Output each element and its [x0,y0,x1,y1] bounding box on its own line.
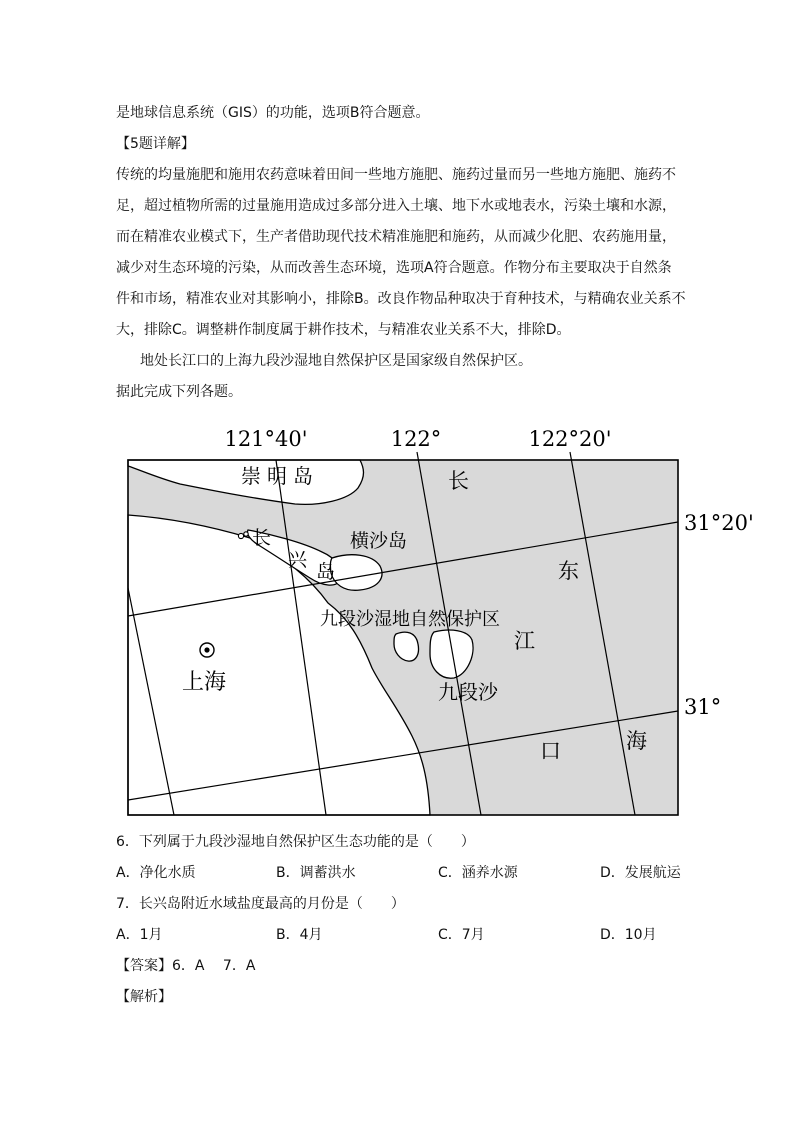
longitude-label: 122° [390,427,442,451]
small-islet [238,533,243,538]
paragraph-line: 足，超过植物所需的过量施用造成过多部分进入土壤、地下水或地表水，污染土壤和水源， [116,198,676,214]
longitude-label: 121°40' [224,427,308,451]
question-7-option-b: B．4月 [276,927,323,943]
chongming-label: 崇明岛 [241,464,319,488]
small-islet [244,532,248,536]
hengsha-island-land [330,555,382,591]
paragraph-line: 件和市场，精准农业对其影响小，排除B。改良作物品种取决于育种技术，与精确农业关系不 [116,291,686,307]
changxing-label: 长 [252,527,272,549]
paragraph-line: 据此完成下列各题。 [116,384,242,400]
analysis-heading: 【解析】 [116,989,172,1005]
reserve-label: 九段沙湿地自然保护区 [320,609,500,630]
paragraph-line: 传统的均量施肥和施用农药意味着田间一些地方施肥、施药过量而另一些地方施肥、施药不 [116,167,676,183]
question-6-option-b: B．调蓄洪水 [276,865,356,881]
hengsha-label: 横沙岛 [350,530,408,552]
question-6-option-a: A．净化水质 [116,865,196,881]
city-symbol-icon [204,647,209,652]
latitude-label: 31°20' [684,511,754,535]
river-label: 江 [514,629,535,653]
sea-label: 海 [626,729,647,753]
section-heading: 【5题详解】 [116,136,195,152]
question-6-option-c: C．涵养水源 [438,865,518,881]
river-label: 口 [540,739,561,763]
changxing-label: 岛 [316,561,336,583]
question-7-stem: 7．长兴岛附近水域盐度最高的月份是（ ） [116,896,405,912]
answer-line: 【答案】6．A 7．A [116,958,256,974]
latitude-label: 31° [684,695,722,719]
question-7-option-a: A．1月 [116,927,163,943]
shanghai-label: 上海 [182,670,227,695]
question-6-stem: 6．下列属于九段沙湿地自然保护区生态功能的是（ ） [116,834,475,850]
paragraph-line: 地处长江口的上海九段沙湿地自然保护区是国家级自然保护区。 [140,353,532,369]
question-7-option-d: D．10月 [600,927,657,943]
question-7-option-c: C．7月 [438,927,485,943]
river-label: 长 [448,469,469,493]
longitude-label: 122°20' [528,427,612,451]
map-figure [110,418,754,820]
changxing-label: 兴 [288,549,308,571]
paragraph-line: 大，排除C。调整耕作制度属于耕作技术，与精准农业关系不大，排除D。 [116,322,571,338]
paragraph-line: 减少对生态环境的污染，从而改善生态环境，选项A符合题意。作物分布主要取决于自然条 [116,260,672,276]
jiuduansha-label: 九段沙 [438,680,498,704]
paragraph-line: 而在精准农业模式下，生产者借助现代技术精准施肥和施药，从而减少化肥、农药施用量， [116,229,676,245]
paragraph-line: 是地球信息系统（GIS）的功能，选项B符合题意。 [116,105,430,121]
sea-label: 东 [558,559,579,583]
question-6-option-d: D．发展航运 [600,865,681,881]
